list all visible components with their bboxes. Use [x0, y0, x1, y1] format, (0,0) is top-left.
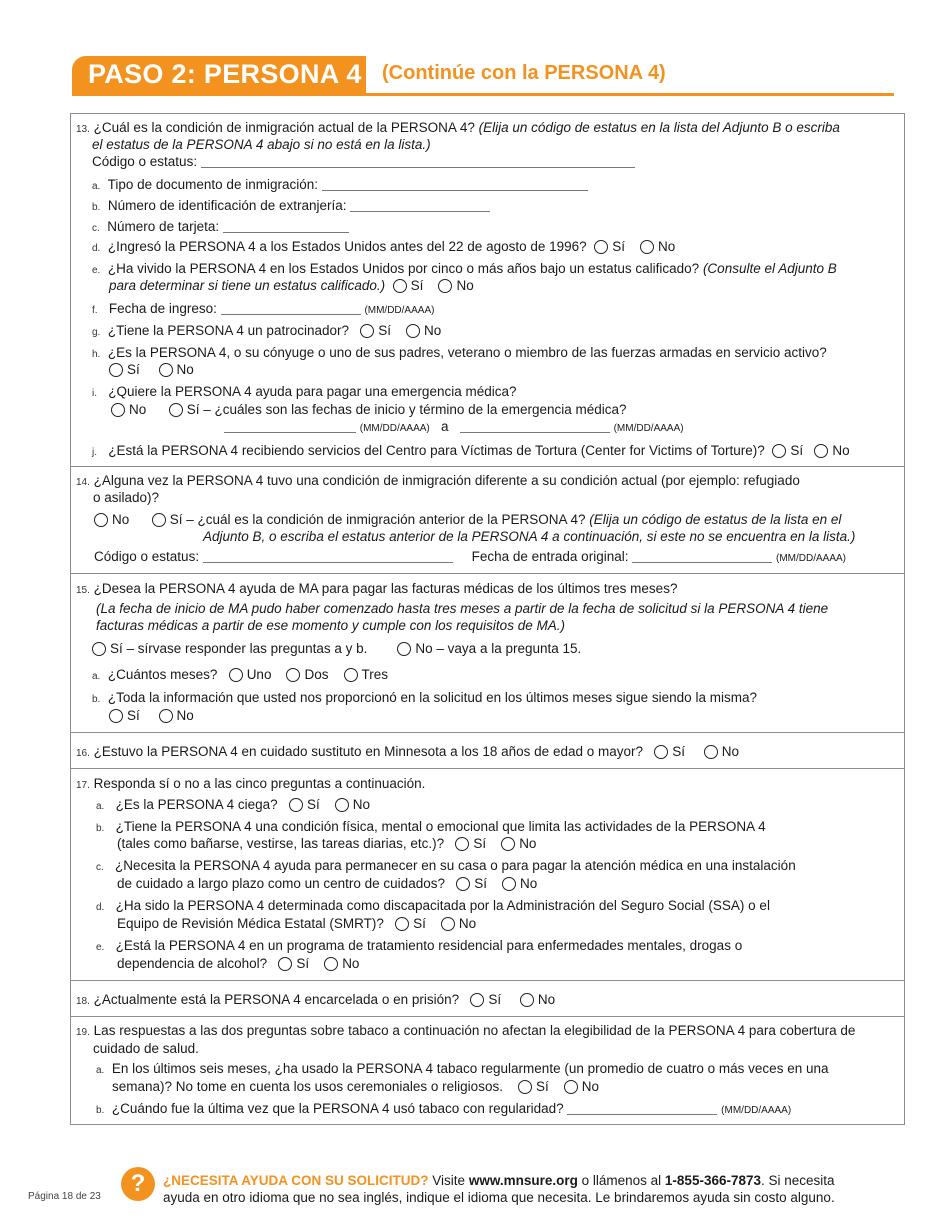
q17b-no-label: No	[519, 836, 537, 851]
q13e-letter: e.	[92, 265, 101, 276]
q15b-text: ¿Toda la información que usted nos proporcionó en la solicitud en los últimos meses sigue siendo la misma?	[107, 690, 757, 705]
q16-row	[76, 744, 739, 759]
q13j-no-radio[interactable]	[814, 444, 828, 458]
q19-text2: cuidado de salud.	[93, 1041, 199, 1056]
q17a-no-label: No	[352, 797, 370, 812]
q17b-row2	[117, 836, 536, 851]
q13f-letter: f.	[92, 305, 98, 316]
q17e-no-label: No	[342, 956, 360, 971]
q13a-letter: a.	[92, 181, 101, 192]
q13g-no-radio[interactable]	[406, 324, 420, 338]
q13-number: 13.	[76, 124, 90, 135]
q15b-yes-label: Sí	[127, 708, 140, 723]
q17c-text1: ¿Necesita la PERSONA 4 ayuda para permanecer en su casa o para pagar la atención médica en una instalación	[115, 858, 796, 873]
q15-note1: (La fecha de inicio de MA pudo haber comenzado hasta tres meses a partir de la fecha de solicitud si la PERSONA 4 tiene	[96, 601, 829, 616]
q19a-yes-radio[interactable]	[518, 1080, 532, 1094]
help-call: o llámenos al	[581, 1173, 662, 1188]
q17c-no-radio[interactable]	[502, 877, 516, 891]
q13h-yes-label: Sí	[127, 362, 140, 377]
q17b-yes-label: Sí	[473, 836, 487, 851]
q13f-date-input[interactable]	[221, 302, 361, 315]
q13c-row	[92, 219, 349, 234]
q13j-yes-radio[interactable]	[772, 444, 786, 458]
q15b-answers	[109, 708, 194, 723]
q15-no-label: No – vaya a la pregunta 15.	[415, 641, 582, 656]
q16-yes-label: Sí	[672, 744, 686, 759]
q13f-date-format: (MM/DD/AAAA)	[364, 305, 435, 316]
q18-no-label: No	[537, 992, 556, 1007]
q14-text1: ¿Alguna vez la PERSONA 4 tuvo una condición de inmigración diferente a su condición actual (por ejemplo: refugiado	[93, 473, 800, 488]
q17d-no-radio[interactable]	[441, 917, 455, 931]
q18-no-radio[interactable]	[520, 993, 534, 1007]
q13d-yes-label: Sí	[612, 239, 625, 254]
q19-text1: Las respuestas a las dos preguntas sobre tabaco a continuación no afectan la elegibilidad de la PERSONA 4 para cobertura de	[93, 1023, 856, 1038]
q14-line1	[76, 473, 800, 488]
q17b-row	[96, 819, 766, 834]
q18-yes-label: Sí	[488, 992, 502, 1007]
q14-note1: (Elija un código de estatus de la lista en el	[589, 512, 842, 527]
q19a-text1: En los últimos seis meses, ¿ha usado la PERSONA 4 tabaco regularmente (un promedio de cuatro o más veces en una	[111, 1061, 829, 1076]
q19a-letter: a.	[96, 1065, 105, 1076]
q13e-text: ¿Ha vivido la PERSONA 4 en los Estados Unidos por cinco o más años bajo un estatus calificado?	[107, 261, 700, 276]
q14-note2: Adjunto B, o escriba el estatus anterior de la PERSONA 4 a continuación, si este no se encuentra en la lista.)	[203, 529, 856, 544]
q13j-yes-label: Sí	[790, 443, 804, 458]
q17e-text1: ¿Está la PERSONA 4 en un programa de tratamiento residencial para enfermedades mentales, drogas o	[115, 938, 743, 953]
q17a-yes-label: Sí	[306, 797, 320, 812]
q17a-row	[96, 797, 370, 812]
q16-no-radio[interactable]	[704, 745, 718, 759]
q13h-letter: h.	[92, 349, 101, 360]
q13j-row	[92, 443, 850, 458]
q19a-row2	[112, 1079, 599, 1094]
q17e-text2: dependencia de alcohol?	[117, 956, 268, 971]
q17b-text2: (tales como bañarse, vestirse, las tareas diarias, etc.)?	[117, 836, 445, 851]
q14-entry-date-input[interactable]	[632, 550, 772, 563]
q19b-letter: b.	[96, 1105, 105, 1116]
q13a-input[interactable]	[322, 178, 588, 191]
q17e-letter: e.	[96, 942, 105, 953]
q17a-letter: a.	[96, 801, 105, 812]
q14-yes-label: Sí – ¿cuál es la condición de inmigración anterior de la PERSONA 4?	[169, 512, 586, 527]
q19a-row	[96, 1061, 828, 1076]
q13e-row2	[109, 278, 474, 293]
q13i-start-format: (MM/DD/AAAA)	[359, 423, 430, 434]
q17d-letter: d.	[96, 902, 105, 913]
q19a-text2: semana)? No tome en cuenta los usos ceremoniales o religiosos.	[112, 1079, 503, 1094]
q17a-text: ¿Es la PERSONA 4 ciega?	[115, 797, 278, 812]
help-phone[interactable]: 1-855-366-7873	[664, 1173, 761, 1188]
q15a-dos-label: Dos	[304, 667, 329, 682]
q13g-yes-radio[interactable]	[360, 324, 374, 338]
q18-yes-radio[interactable]	[470, 993, 484, 1007]
q17c-text2: de cuidado a largo plazo como un centro de cuidados?	[117, 876, 445, 891]
q17b-no-radio[interactable]	[501, 837, 515, 851]
q13d-no-label: No	[657, 239, 676, 254]
q15b-row	[92, 690, 757, 705]
q13d-text: ¿Ingresó la PERSONA 4 a los Estados Unidos antes del 22 de agosto de 1996?	[107, 239, 587, 254]
q13g-letter: g.	[92, 327, 101, 338]
q16-number: 16.	[76, 748, 90, 759]
q13g-text: ¿Tiene la PERSONA 4 un patrocinador?	[107, 323, 349, 338]
q17d-row	[96, 898, 770, 913]
q15a-uno-label: Uno	[246, 667, 272, 682]
q15-no-radio[interactable]	[397, 642, 411, 656]
q15-number: 15.	[76, 585, 90, 596]
q13i-text: ¿Quiere la PERSONA 4 ayuda para pagar una emergencia médica?	[108, 384, 517, 399]
q13b-text: Número de identificación de extranjería:	[107, 198, 347, 213]
q17d-text2: Equipo de Revisión Médica Estatal (SMRT)?	[117, 916, 384, 931]
q13h-answers	[109, 362, 194, 377]
q16-no-label: No	[721, 744, 740, 759]
page-number: Página 18 de 23	[28, 1191, 101, 1202]
q19b-row	[96, 1101, 791, 1116]
q13i-dates	[224, 419, 684, 434]
q17e-no-radio[interactable]	[324, 957, 338, 971]
q17d-row2	[117, 916, 476, 931]
q15a-text: ¿Cuántos meses?	[107, 667, 218, 682]
help-visit: Visite	[432, 1173, 466, 1188]
q14-text2: o asilado)?	[93, 490, 160, 505]
q13d-letter: d.	[92, 243, 101, 254]
q15-yes-label: Sí – sírvase responder las preguntas a y b.	[110, 641, 368, 656]
q14-entry-label: Fecha de entrada original:	[471, 549, 629, 564]
q13i-answers	[111, 402, 627, 417]
q18-row	[76, 992, 555, 1007]
q17-number: 17.	[76, 780, 90, 791]
help-line1	[163, 1173, 835, 1188]
q15-text: ¿Desea la PERSONA 4 ayuda de MA para pagar las facturas médicas de los últimos tres meses?	[93, 581, 678, 596]
q17e-yes-radio[interactable]	[278, 957, 292, 971]
help-question-icon: ?	[121, 1167, 155, 1201]
q15b-yes-radio[interactable]	[109, 709, 123, 723]
q13c-input[interactable]	[223, 220, 349, 233]
q13i-yes-label: Sí – ¿cuáles son las fechas de inicio y término de la emergencia médica?	[186, 402, 627, 417]
q13h-row	[92, 345, 827, 360]
q13-code-row	[92, 154, 635, 169]
q17b-letter: b.	[96, 823, 105, 834]
q19-number: 19.	[76, 1027, 90, 1038]
q17c-letter: c.	[96, 862, 104, 873]
q15a-dos-radio[interactable]	[286, 668, 300, 682]
q19a-yes-label: Sí	[535, 1079, 549, 1094]
q13a-row	[92, 177, 588, 192]
q13-note2: el estatus de la PERSONA 4 abajo si no está en la lista.)	[92, 137, 431, 152]
q13g-row	[92, 323, 441, 338]
q13j-text: ¿Está la PERSONA 4 recibiendo servicios del Centro para Víctimas de Tortura (Center for Victims of Torture)?	[108, 443, 765, 458]
q14-answers	[94, 512, 841, 527]
q13e-note2: para determinar si tiene un estatus calificado.)	[109, 278, 386, 293]
q17c-row2	[117, 876, 537, 891]
q13i-no-label: No	[129, 402, 147, 417]
q14-number: 14.	[76, 477, 90, 488]
q17e-row2	[117, 956, 359, 971]
q14-date-format: (MM/DD/AAAA)	[776, 553, 846, 564]
q13d-row	[92, 239, 675, 254]
q17c-yes-radio[interactable]	[456, 877, 470, 891]
q18-text: ¿Actualmente está la PERSONA 4 encarcelada o en prisión?	[93, 992, 460, 1007]
q13i-no-radio[interactable]	[111, 403, 125, 417]
q13b-row	[92, 198, 490, 213]
q13g-yes-label: Sí	[378, 323, 392, 338]
q13i-to: a	[441, 419, 449, 434]
q17d-no-label: No	[458, 916, 477, 931]
help-rest: . Si necesita	[761, 1173, 835, 1188]
q15-note2: facturas médicas a partir de ese momento y cumple con los requisitos de MA.)	[96, 618, 565, 633]
q13e-row	[92, 261, 837, 276]
q13i-row	[92, 384, 517, 399]
q18-number: 18.	[76, 996, 90, 1007]
q13i-end-format: (MM/DD/AAAA)	[613, 423, 684, 434]
q15-answers	[92, 641, 581, 656]
q13g-no-label: No	[424, 323, 442, 338]
q13e-no-label: No	[456, 278, 474, 293]
q13-code-input[interactable]	[201, 155, 635, 168]
q13a-text: Tipo de documento de inmigración:	[107, 177, 318, 192]
q13h-yes-radio[interactable]	[109, 363, 123, 377]
q17a-yes-radio[interactable]	[289, 798, 303, 812]
q15-line1	[76, 581, 677, 596]
q17d-yes-label: Sí	[413, 916, 426, 931]
q13j-letter: j.	[92, 447, 97, 458]
q14-code-label: Código o estatus:	[94, 549, 200, 564]
q13d-no-radio[interactable]	[640, 240, 654, 254]
q13h-text: ¿Es la PERSONA 4, o su cónyuge o uno de sus padres, veterano o miembro de las fuerzas armadas en servicio activo?	[107, 345, 827, 360]
q14-code-input[interactable]	[203, 550, 453, 563]
q15a-tres-radio[interactable]	[344, 668, 358, 682]
q13-text: ¿Cuál es la condición de inmigración actual de la PERSONA 4?	[93, 120, 475, 135]
q13d-yes-radio[interactable]	[594, 240, 608, 254]
q17c-row	[96, 858, 796, 873]
q13h-no-label: No	[176, 362, 194, 377]
help-url-link[interactable]: www.mnsure.org	[468, 1173, 578, 1188]
q13-line1	[76, 120, 840, 135]
q13e-no-radio[interactable]	[438, 279, 452, 293]
header-rule	[72, 93, 894, 96]
q13e-yes-label: Sí	[410, 278, 424, 293]
q13i-yes-radio[interactable]	[169, 403, 183, 417]
q15a-letter: a.	[92, 671, 101, 682]
q13f-row	[92, 301, 434, 316]
q17d-yes-radio[interactable]	[395, 917, 409, 931]
q17-text: Responda sí o no a las cinco preguntas a continuación.	[93, 776, 426, 791]
q13i-end-date-input[interactable]	[460, 420, 610, 433]
q13f-text: Fecha de ingreso:	[108, 301, 217, 316]
q13b-letter: b.	[92, 202, 101, 213]
q13i-start-date-input[interactable]	[224, 420, 356, 433]
q14-yes-radio[interactable]	[152, 513, 166, 527]
q15a-row	[92, 667, 388, 682]
q19a-no-radio[interactable]	[564, 1080, 578, 1094]
q13e-yes-radio[interactable]	[393, 279, 407, 293]
q15a-tres-label: Tres	[361, 667, 388, 682]
q17c-yes-label: Sí	[474, 876, 488, 891]
page-subtitle: (Continúe con la PERSONA 4)	[382, 62, 666, 84]
q16-text: ¿Estuvo la PERSONA 4 en cuidado sustituto en Minnesota a los 18 años de edad o mayor?	[93, 744, 643, 759]
q14-no-radio[interactable]	[94, 513, 108, 527]
page-title: PASO 2: PERSONA 4	[88, 59, 362, 89]
q17e-yes-label: Sí	[296, 956, 310, 971]
q17-line1	[76, 776, 425, 791]
q13h-no-radio[interactable]	[159, 363, 173, 377]
q17c-no-label: No	[520, 876, 538, 891]
q13c-letter: c.	[92, 223, 100, 234]
q13c-text: Número de tarjeta:	[107, 219, 220, 234]
q17e-row	[96, 938, 742, 953]
q15b-no-radio[interactable]	[159, 709, 173, 723]
q17a-no-radio[interactable]	[335, 798, 349, 812]
q13-note1: (Elija un código de estatus en la lista del Adjunto B o escriba	[478, 120, 840, 135]
help-line2: ayuda en otro idioma que no sea inglés, indique el idioma que necesita. Le brindaremos ayuda sin costo alguno.	[163, 1190, 835, 1205]
q14-code-row	[94, 549, 846, 564]
q13b-input[interactable]	[350, 199, 490, 212]
q19b-text: ¿Cuándo fue la última vez que la PERSONA 4 usó tabaco con regularidad?	[111, 1101, 564, 1116]
q13i-letter: i.	[92, 388, 97, 399]
q19a-no-label: No	[581, 1079, 600, 1094]
q17d-text1: ¿Ha sido la PERSONA 4 determinada como discapacitada por la Administración del Seguro Social (SSA) o el	[115, 898, 770, 913]
q16-yes-radio[interactable]	[654, 745, 668, 759]
q15b-letter: b.	[92, 694, 101, 705]
q13j-no-label: No	[832, 443, 850, 458]
help-title: ¿NECESITA AYUDA CON SU SOLICITUD?	[163, 1173, 429, 1188]
q19b-date-input[interactable]	[567, 1102, 717, 1115]
q13-code-label: Código o estatus:	[92, 154, 198, 169]
q19b-date-format: (MM/DD/AAAA)	[721, 1105, 792, 1116]
q15b-no-label: No	[176, 708, 194, 723]
q19-line1	[76, 1023, 855, 1038]
q15a-uno-radio[interactable]	[229, 668, 243, 682]
q15-yes-radio[interactable]	[92, 642, 106, 656]
q17b-text1: ¿Tiene la PERSONA 4 una condición física, mental o emocional que limita las actividades de la PERSONA 4	[115, 819, 766, 834]
q13e-note1: (Consulte el Adjunto B	[702, 261, 837, 276]
q14-no-label: No	[112, 512, 130, 527]
q17b-yes-radio[interactable]	[455, 837, 469, 851]
